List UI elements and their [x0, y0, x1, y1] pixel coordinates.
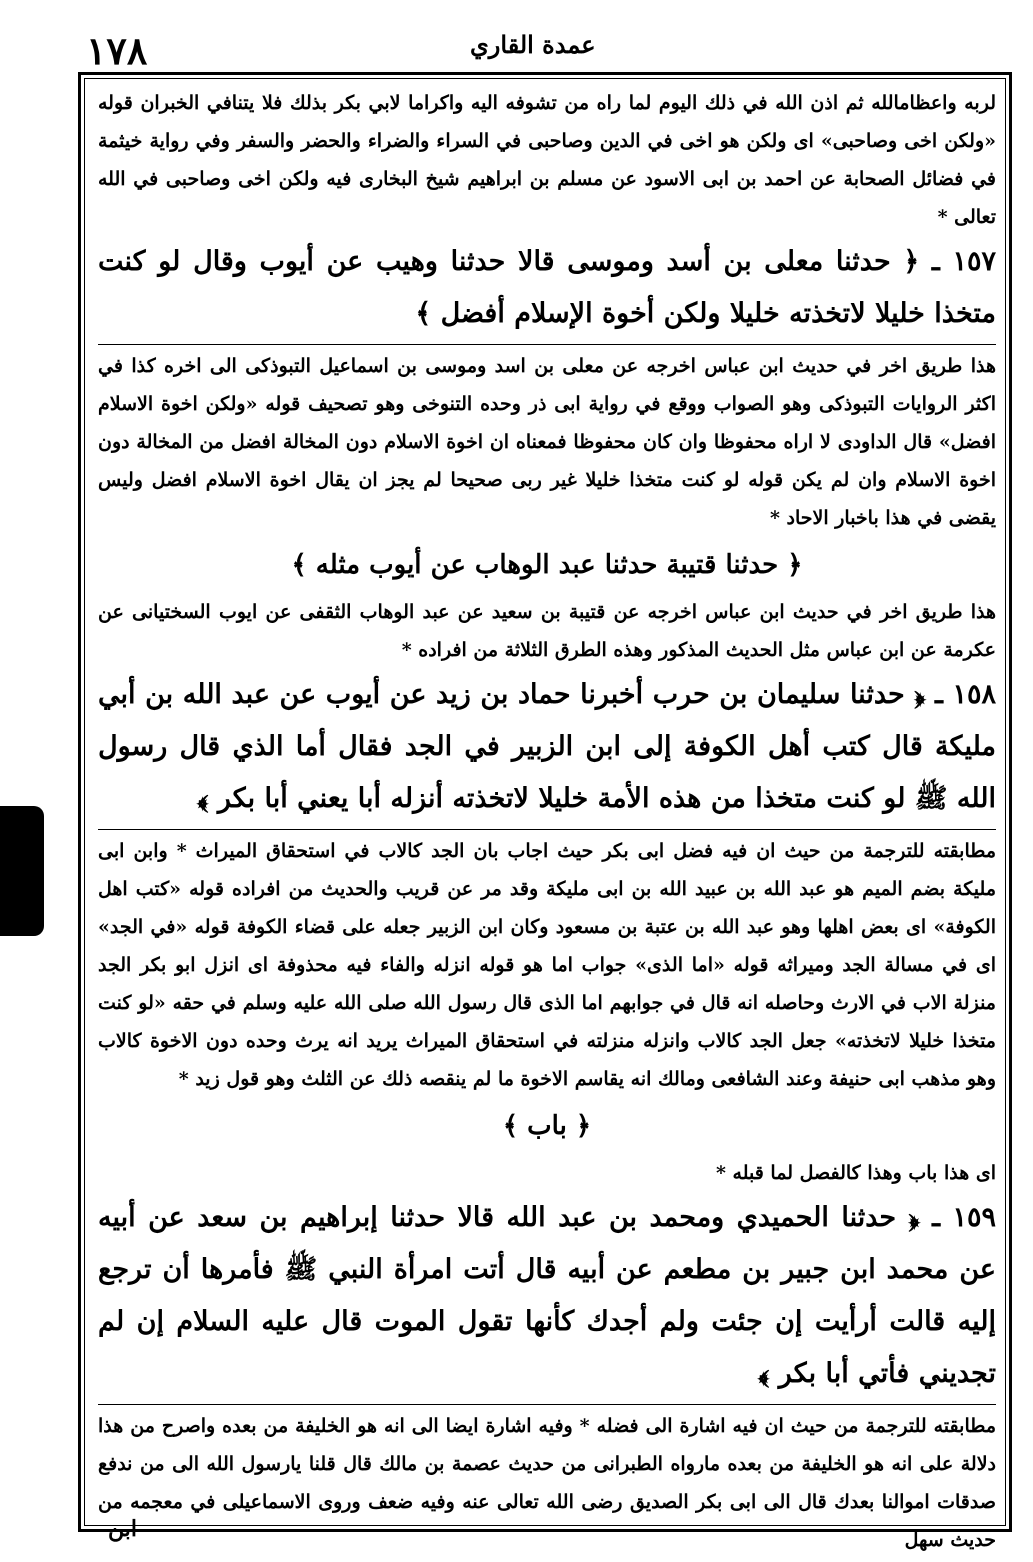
divider-line: [98, 1404, 996, 1405]
hadith-157: ١٥٧ ـ ﴿ حدثنا معلى بن أسد وموسى قالا حدثنا وهيب عن أيوب وقال لو كنت متخذا خليلا لاتخذته خليلا ولكن أخوة الإسلام أفضل ﴾: [98, 246, 996, 329]
commentary-paragraph: لربه واعظامالله ثم اذن الله في ذلك اليوم لما راه من تشوفه اليه واكراما لابي بكر بذلك فلا يتنافي الخبران قوله «ولكن اخى وصاحبى» اى ولكن هو اخى في الدين وصاحبى في السراء والضراء والحضر والسفر وفي رواية خيثمة في فضائل الصحابة عن احمد بن ابى الاسود عن مسلم بن ابراهيم شيخ البخارى فيه ولكن اخى وصاحبى في الله تعالى *: [98, 92, 996, 228]
page-number: ١٧٨: [86, 28, 148, 73]
chapter-heading: ﴿ باب ﴾: [502, 1111, 592, 1141]
commentary-paragraph: مطابقته للترجمة من حيث ان فيه اشارة الى فضله * وفيه اشارة ايضا الى انه هو الخليفة من بعده واصرح من هذا دلالة على انه هو الخليفة من بعده مارواه الطبرانى من حديث عصمة بن مالك قال قلنا يارسول الله الى من ندفع صدقات اموالنا بعدك قال الى ابى بكر الصديق رضى الله تعالى عنه وفيه ضعف وروى الاسماعيلى في معجمه من حديث سهل: [98, 1415, 996, 1551]
page-body: [98, 84, 996, 1559]
divider-line: [98, 344, 996, 345]
running-title: عمدة القاري: [470, 30, 596, 59]
commentary-paragraph: هذا طريق اخر في حديث ابن عباس اخرجه عن قتيبة بن سعيد عن عبد الوهاب الثقفى عن ايوب السختيانى عن عكرمة عن ابن عباس مثل الحديث المذكور وهذه الطرق الثلاثة من افراده *: [98, 601, 996, 661]
commentary-paragraph: هذا طريق اخر في حديث ابن عباس اخرجه عن معلى بن اسد وموسى بن اسماعيل التبوذكى الى اخره كذا في اكثر الروايات التبوذكى وهو الصواب ووقع في رواية ابى ذر وحده التنوخى وهو تصحيف قوله «ولكن اخوة الاسلام افضل» قال الداودى لا اراه محفوظا وان كان محفوظا فمعناه ان اخوة الاسلام دون المخالة افضل من المخالة دون اخوة الاسلام وان لم يكن قوله لو كنت متخذا خليلا غير ربى صحيحا لم يجز ان يقال اخوة الاسلام افضل وليس يقضى في هذا باخبار الاحاد *: [98, 355, 996, 529]
hadith-158: ١٥٨ ـ ﴿ حدثنا سليمان بن حرب أخبرنا حماد بن زيد عن أيوب عن عبد الله بن أبي مليكة قال كتب أهل الكوفة إلى ابن الزبير في الجد فقال أما الذي قال رسول الله ﷺ لو كنت متخذا من هذه الأمة خليلا لاتخذته أنزله أبا يعني أبا بكر ﴾: [98, 679, 996, 814]
hadith-159: ١٥٩ ـ ﴿ حدثنا الحميدي ومحمد بن عبد الله قالا حدثنا إبراهيم بن سعد عن أبيه عن محمد ابن جبير بن مطعم عن أبيه قال أتت امرأة النبي ﷺ فأمرها أن ترجع إليه قالت أرأيت إن جئت ولم أجدك كأنها تقول الموت قال عليه السلام إن لم تجديني فأتي أبا بكر ﴾: [98, 1202, 996, 1389]
hadith-chain-heading: ﴿ حدثنا قتيبة حدثنا عبد الوهاب عن أيوب مثله ﴾: [291, 550, 803, 580]
divider-line: [98, 829, 996, 830]
commentary-paragraph: اى هذا باب وهذا كالفصل لما قبله *: [715, 1162, 996, 1184]
catchword: ابن: [108, 1516, 137, 1542]
commentary-paragraph: مطابقته للترجمة من حيث ان فيه فضل ابى بكر حيث اجاب بان الجد كالاب في استحقاق الميراث * وابن ابى مليكة بضم الميم هو عبد الله بن عبيد الله بن ابى مليكة وقد مر عن قريب والحديث من افراده قوله «كتب اهل الكوفة» اى بعض اهلها وهو عبد الله بن عتبة بن مسعود وكان ابن الزبير جعله على قضاء الكوفة قوله «في الجد» اى في مسالة الجد وميراثه قوله «اما الذى» جواب اما هو قوله انزله والفاء فيه محذوفة اى انزل ابو بكر الجد منزلة الاب في الارث وحاصله انه قال في جوابهم اما الذى قال رسول الله صلى الله عليه وسلم في حقه «لو كنت متخذا خليلا لاتخذته» جعل الجد كالاب وانزله منزلته في استحقاق الميراث يريد انه يرث وحده دون الاخوة كالاب وهو مذهب ابى حنيفة وعند الشافعى ومالك انه يقاسم الاخوة ما لم ينقصه ذلك عن الثلث وهو قول زيد *: [98, 840, 996, 1090]
margin-tab-mark: [0, 806, 44, 936]
